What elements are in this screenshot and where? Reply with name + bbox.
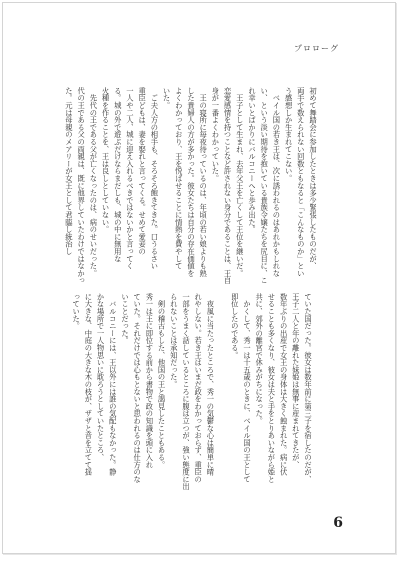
text-column: う感想しか生まれてこない。: [284, 87, 294, 182]
text-column: 秀一は王に即位する前から書物で政の知識を頭に入れ: [145, 293, 155, 469]
text-column: っていた。: [72, 293, 82, 330]
text-column: に大きな、中庭の大きな木の枝が、ザザと音を立てて揺: [84, 293, 94, 476]
text-block-upper: [63, 87, 319, 285]
text-column: れ幸いとばかりにバルコニーへと歩み出た。: [247, 87, 257, 233]
text-column: 王子二人と年の離れた妹姫は無事に産まれてきたが、: [291, 293, 301, 469]
text-column: 先代の王である父が亡くなったのは、病のせいだった。: [89, 87, 99, 277]
text-column: かな場所で一人物思いに耽ろうとしていたところ、: [96, 293, 106, 461]
text-column: 恋愛感情を持つことなど許されない身分であることは、王自: [223, 87, 233, 285]
text-column: いことだった。: [120, 293, 130, 345]
chapter-title: プロローグ: [294, 44, 339, 53]
text-column: 剣の稽古もした、他国の王と謁見したこともある。: [157, 293, 167, 469]
text-column: ていた。それだけでは心もとないと思われるのは仕方のな: [133, 293, 143, 483]
text-column: 夜風に当たったところで、秀一の気鬱な心は簡単に晴: [206, 293, 216, 476]
text-column: れやしない。若き王はいまだ政をわかっておらず、重臣の: [194, 293, 204, 483]
book-page: [2, 2, 396, 554]
text-column: ていた国だった。彼女は数年前に第三子を宿したのだが、: [304, 293, 313, 483]
text-column: る。城の外で遊ぶだけならまだしも、城の中に無用な: [113, 87, 123, 263]
text-column: ベイル国の若き王は、次に誘われるのはあれかもしれな: [272, 87, 282, 277]
text-column: 即位したのである。: [230, 293, 240, 359]
text-column: ご夫人方の相手も、そろそろ飽きてきた。口うるさい: [150, 87, 160, 270]
text-column: い、という淡い期待を抱いている貴族令嬢たちを尻目に、こ: [260, 87, 270, 285]
page-number: 6: [333, 515, 343, 531]
text-column: した貴婦人の方が多かった。彼女たちは自分の存在価値を: [186, 87, 196, 277]
text-column: 身が一番よくわかっていた。: [211, 87, 221, 182]
text-column: た。元は母親のメアリーが女王として君臨し統治し: [64, 87, 74, 255]
text-column: 王子として生まれ、去年父王を亡くして王位を継いだ。: [235, 87, 245, 277]
text-column: せることも多くなり、彼女は夫と手をとりあいながら姫と: [267, 293, 277, 483]
text-column: られないことは承知だった。: [169, 293, 179, 388]
text-column: 共に、郊外の離宮で休みがちになった。: [255, 293, 265, 425]
text-column: いた。: [162, 87, 172, 109]
text-column: 一人や二人、城に迎え入れるべきではないかと言ってく: [125, 87, 135, 270]
text-column: 王の寝所に毎夜待っているのは、年頃の若い娘よりも熟: [199, 87, 209, 277]
text-column: かくして、秀一は十五歳のときに、ベイル国の王として: [242, 293, 252, 483]
text-column: バルコニーには、王以外には誰の気配もなかった。静: [108, 293, 118, 476]
text-column: 数年ぶりの出産で女王の身体は大きく蝕まれた。病に伏: [279, 293, 289, 476]
text-column: 初めて舞踏会に参加したときは多少緊張したものだが、: [309, 87, 318, 270]
text-block-lower: [70, 293, 314, 499]
text-column: よくわかっており、王を悦ばせることに情熱を費やして: [174, 87, 184, 270]
text-column: 一部をうまく話しているところに腹は立つが、強い態度に出: [181, 293, 191, 491]
text-column: 重臣どもは、妻を娶れと言ってくる。せめて愛妾の: [138, 87, 148, 255]
text-column: 火種を作ることを、王は良しとしていない。: [101, 87, 111, 233]
text-column: 代の王である父の両親は、既に他界していたわけではなかっ: [77, 87, 87, 285]
text-column: 両手で数えられない回数ともなると「こんなものか」とい: [296, 87, 306, 277]
